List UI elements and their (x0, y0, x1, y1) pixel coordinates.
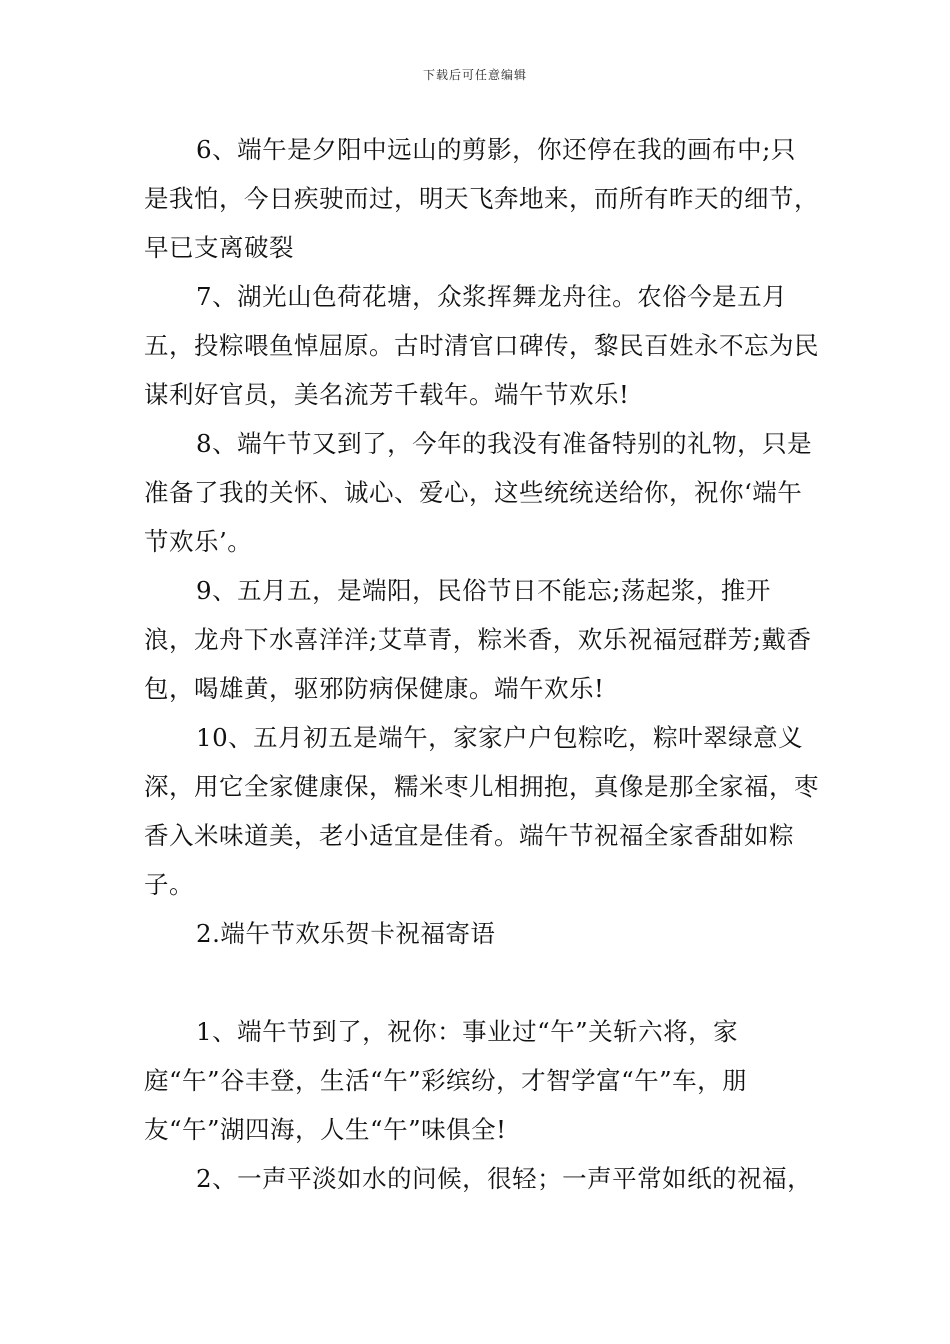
paragraph-6: 6、端午是夕阳中远山的剪影，你还停在我的画布中;只是我怕，今日疾驶而过，明天飞奔地来，而所有昨天的细节，早已支离破裂 (144, 135, 819, 262)
page-header: 下载后可任意编辑 (422, 68, 527, 82)
paragraph-greeting-2: 2、一声平淡如水的问候，很轻；一声平常如纸的祝福， (196, 1164, 813, 1193)
paragraph-9: 9、五月五，是端阳，民俗节日不能忘;荡起浆，推开浪，龙舟下水喜洋洋;艾草青，粽米香，欢乐祝福冠群芳;戴香包，喝雄黄，驱邪防病保健康。端午欢乐! (144, 576, 812, 703)
paragraph-8: 8、端午节又到了，今年的我没有准备特别的礼物，只是准备了我的关怀、诚心、爱心，这些统统送给你，祝你‘端午节欢乐’。 (144, 429, 813, 556)
document-body (144, 125, 820, 1203)
section-heading: 2.端午节欢乐贺卡祝福寄语 (196, 919, 496, 948)
paragraph-greeting-1: 1、端午节到了，祝你：事业过“午”关斩六将，家庭“午”谷丰登，生活“午”彩缤纷，才智学富“午”车，朋友“午”湖四海，人生“午”味俱全! (144, 1017, 748, 1144)
paragraph-10: 10、五月初五是端午，家家户户包粽吃，粽叶翠绿意义深，用它全家健康保，糯米枣儿相拥抱，真像是那全家福，枣香入米味道美，老小适宜是佳肴。端午节祝福全家香甜如粽子。 (144, 723, 819, 899)
paragraph-7: 7、湖光山色荷花塘，众浆挥舞龙舟往。农俗今是五月五，投粽喂鱼悼屈原。古时清官口碑传，黎民百姓永不忘为民谋利好官员，美名流芳千载年。端午节欢乐! (144, 282, 819, 409)
spacer (144, 958, 820, 1007)
